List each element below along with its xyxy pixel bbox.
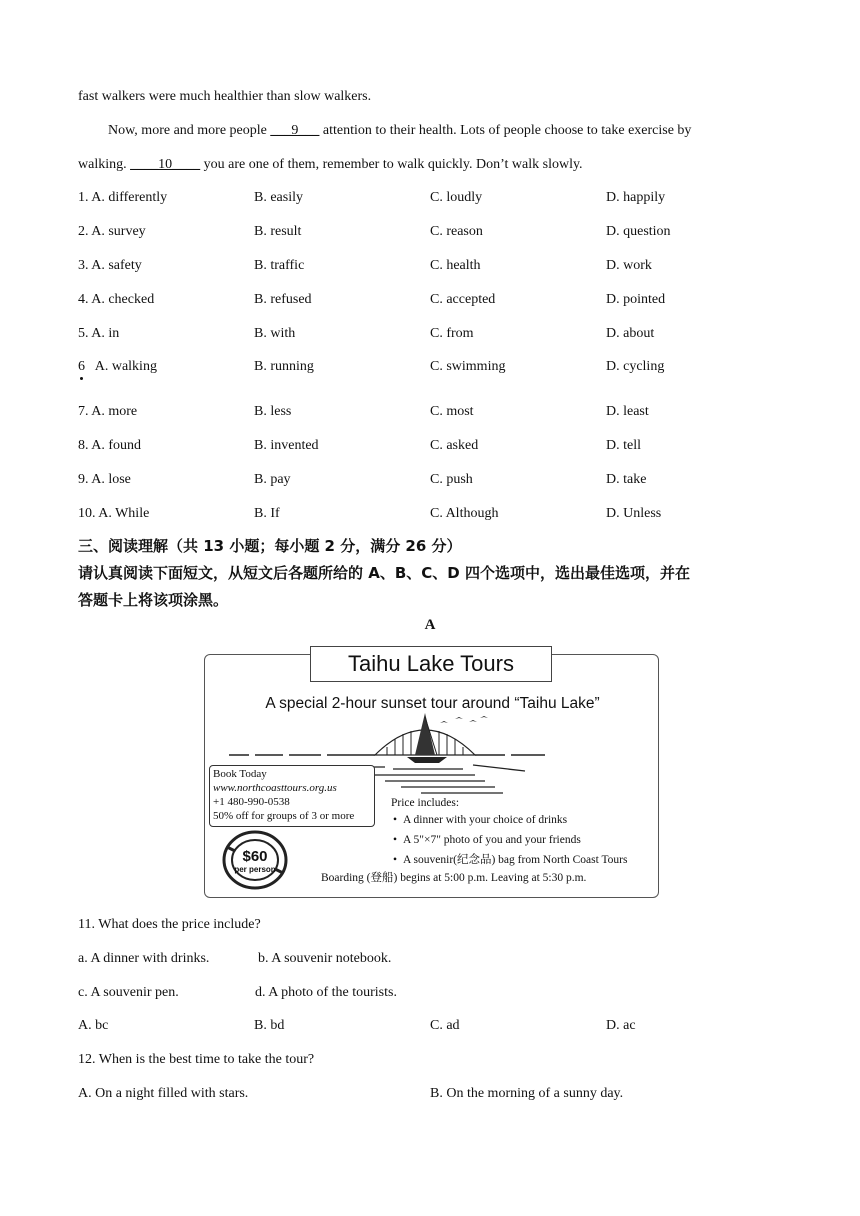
option: 2. A. survey [78, 224, 146, 239]
passage-line: fast walkers were much healthier than slow walkers. [78, 89, 372, 104]
passage-text: attention to their health. Lots of people choose to take exercise by [319, 123, 692, 138]
options-row-10 [78, 506, 798, 526]
option: D. least [606, 404, 649, 419]
option: A. On a night filled with stars. [78, 1086, 249, 1101]
section-heading: 三、阅读理解（共 13 小题；每小题 2 分，满分 26 分） [78, 537, 462, 555]
options-row-5 [78, 326, 798, 346]
option: 9. A. lose [78, 472, 131, 487]
price-badge-icon [221, 829, 289, 891]
passage-text: you are one of them, remember to walk quickly. Don’t walk slowly. [200, 157, 583, 172]
options-row-6 [78, 359, 798, 379]
option: D. happily [606, 190, 666, 205]
option: 7. A. more [78, 404, 138, 419]
question-12: 12. When is the best time to take the tour? [78, 1052, 315, 1067]
option: 4. A. checked [78, 292, 155, 307]
question-11: 11. What does the price include? [78, 917, 261, 932]
option: B. invented [254, 438, 319, 453]
option: B. bd [254, 1018, 285, 1033]
options-row-9 [78, 472, 798, 492]
q11-options [78, 1018, 798, 1038]
option: D. question [606, 224, 671, 239]
options-row-3 [78, 258, 798, 278]
option: C. ad [430, 1018, 460, 1033]
passage-line [108, 123, 691, 139]
options-row-7 [78, 404, 798, 424]
dot-mark [80, 377, 83, 380]
price-item: • A 5"×7" photo of you and your friends [403, 830, 628, 850]
option: 3. A. safety [78, 258, 142, 273]
blank-9: ___9___ [270, 123, 320, 138]
q11-choice-b: b. A souvenir notebook. [258, 951, 392, 966]
option: B. result [254, 224, 302, 239]
option: B. running [254, 359, 314, 374]
option: D. Unless [606, 506, 662, 521]
option: D. work [606, 258, 652, 273]
option: C. from [430, 326, 474, 341]
blank-10: ____10____ [130, 157, 201, 172]
q11-choice-a: a. A dinner with drinks. [78, 951, 210, 966]
q11-choice-d: d. A photo of the tourists. [255, 985, 397, 1000]
boarding-time: Boarding (登船) begins at 5:00 p.m. Leaving at 5:30 p.m. [321, 872, 587, 884]
book-today-label: Book Today [213, 768, 267, 780]
option: B. If [254, 506, 280, 521]
option: D. tell [606, 438, 641, 453]
ad-subtitle: A special 2-hour sunset tour around “Taihu Lake” [265, 695, 600, 712]
option: D. cycling [606, 359, 665, 374]
option: 8. A. found [78, 438, 141, 453]
passage-text: Now, more and more people [108, 123, 271, 138]
option: C. loudly [430, 190, 483, 205]
options-row-1 [78, 190, 798, 210]
price-item: • A souvenir(纪念品) bag from North Coast Tours [403, 850, 628, 870]
passage-letter: A [424, 617, 436, 633]
option: C. reason [430, 224, 483, 239]
option: A. bc [78, 1018, 109, 1033]
option: B. pay [254, 472, 291, 487]
option: B. less [254, 404, 292, 419]
options-row-8 [78, 438, 798, 458]
section-instruction: 答题卡上将该项涂黑。 [78, 591, 229, 609]
option: B. with [254, 326, 296, 341]
option: C. most [430, 404, 474, 419]
option: 10. A. While [78, 506, 150, 521]
option: D. pointed [606, 292, 666, 307]
option: C. asked [430, 438, 479, 453]
badge-price: $60 [242, 848, 268, 865]
section-instruction: 请认真阅读下面短文，从短文后各题所给的 A、B、C、D 四个选项中，选出最佳选项，并在 [78, 564, 690, 582]
option: C. health [430, 258, 481, 273]
ad-title: Taihu Lake Tours [310, 646, 552, 682]
option: C. Although [430, 506, 499, 521]
option: D. about [606, 326, 655, 341]
price-item: • A dinner with your choice of drinks [403, 810, 628, 830]
option: 5. A. in [78, 326, 120, 341]
option: D. take [606, 472, 647, 487]
q11-choice-c: c. A souvenir pen. [78, 985, 179, 1000]
booking-info-box [209, 765, 375, 827]
option: B. traffic [254, 258, 305, 273]
phone-number: +1 480-990-0538 [213, 796, 290, 808]
passage-text: walking. [78, 157, 131, 172]
badge-per-person: per person [234, 865, 276, 874]
option: D. ac [606, 1018, 636, 1033]
option: B. On the morning of a sunny day. [430, 1086, 624, 1101]
option: B. refused [254, 292, 312, 307]
price-includes-list [391, 796, 628, 870]
options-row-2 [78, 224, 798, 244]
option: C. accepted [430, 292, 496, 307]
option: C. push [430, 472, 473, 487]
q12-options [78, 1086, 798, 1106]
option: 1. A. differently [78, 190, 168, 205]
option: C. swimming [430, 359, 506, 374]
passage-line [78, 157, 583, 173]
option: B. easily [254, 190, 303, 205]
option: 6 A. walking [78, 359, 157, 374]
tour-advertisement [204, 651, 659, 898]
options-row-4 [78, 292, 798, 312]
group-discount: 50% off for groups of 3 or more [213, 810, 355, 822]
website-link[interactable]: www.northcoasttours.org.us [213, 782, 337, 794]
price-includes-label: Price includes: [391, 797, 460, 809]
